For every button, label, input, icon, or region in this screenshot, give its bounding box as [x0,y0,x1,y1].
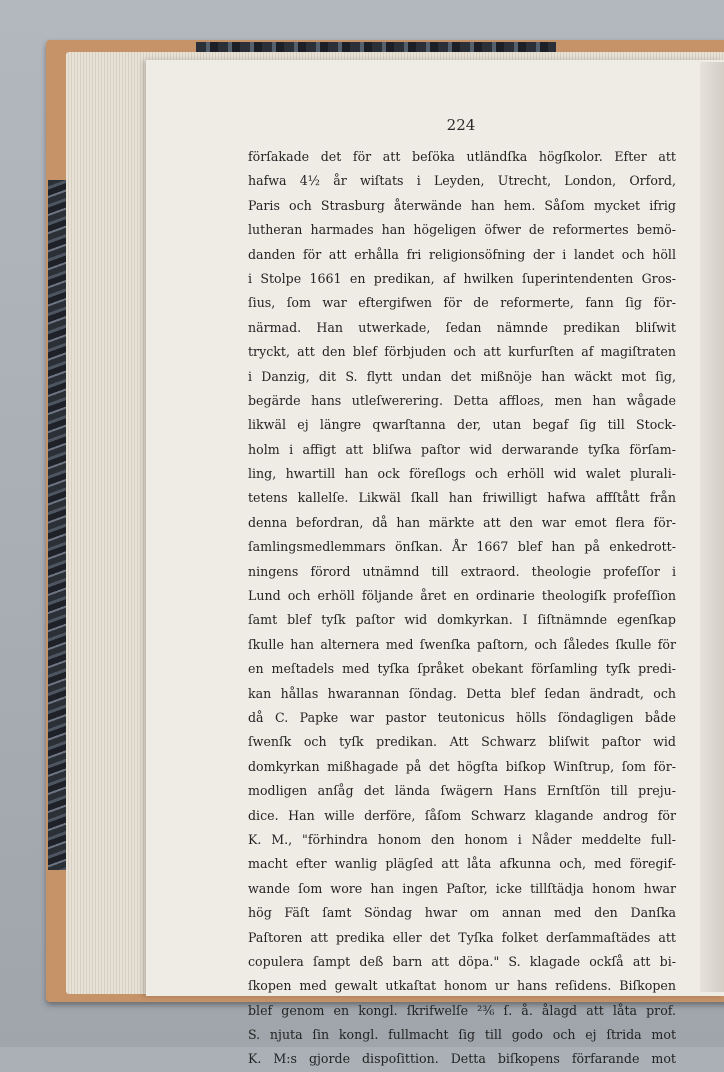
text-line: S. njuta ſin kongl. fullmacht ſig till godo och ej ſtrida mot [248,1027,676,1043]
body-text [248,145,676,1072]
text-line: Paſtoren att predika eller det Tyſka folket derſammaſtädes att [248,929,676,945]
text-line: domkyrkan mißhagade på det högſta biſkop Winſtrup, ſom för- [248,758,676,774]
text-line: ſius, ſom war eftergifwen för de reformerte, fann ſig för- [248,295,676,311]
text-line: Paris och Strasburg återwände han hem. Såſom mycket ifrig [248,197,676,213]
text-line: hög Fäſt ſamt Söndag hwar om annan med den Danſka [248,905,676,921]
text-line: wande ſom wore han ingen Paſtor, icke tillſtädja honom hwar [248,880,676,896]
page-number: 224 [446,116,476,134]
text-line: copulera ſampt deß barn att döpa." S. klagade ockſå att bi- [248,953,676,969]
text-line: ſwenſk och tyſk predikan. Att Schwarz bliſwit paſtor wid [248,734,676,750]
page-right-edge [700,62,724,992]
text-line: ſkopen med gewalt utkaſtat honom ur hans reſidens. Biſkopen [248,978,676,994]
text-line: då C. Papke war pastor teutonicus hölls ſöndagligen både [248,709,676,725]
text-line: ſamlingsmedlemmars önſkan. År 1667 blef han på enkedrott- [248,539,676,555]
text-line: Lund och erhöll följande året en ordinarie theologiſk profeſſion [248,588,676,604]
text-line: lutheran harmades han högeligen öfwer de reformertes bemö- [248,222,676,238]
text-line: dice. Han wille derföre, ſåſom Schwarz klagande androg för [248,807,676,823]
text-line: ſamt blef tyſk paſtor wid domkyrkan. I ſiſtnämnde egenſkap [248,612,676,628]
text-line: ſkulle han alternera med ſwenſka paſtorn, och ſåledes ſkulle för [248,636,676,652]
text-line: tryckt, att den blef förbjuden och att kurfurſten af magiſtraten [248,344,676,360]
text-line: tetens kallelſe. Likwäl ſkall han friwilligt hafwa affſtått från [248,490,676,506]
text-line: blef genom en kongl. ſkrifwelſe ²³⁄₆ ſ. å. ålagd att låta prof. [248,1002,676,1018]
text-line: förſakade det för att beſöka utländſka högſkolor. Efter att [248,149,676,164]
text-line: K. M:s gjorde dispoſittion. Detta biſkopens förfarande mot [248,1051,676,1067]
text-line: begärde hans utleſwerering. Detta affloƨs, men han wågade [248,392,676,408]
text-line: ningens förord utnämnd till extraord. theologie profeſſor i [248,563,676,579]
text-line: modligen anſåg det lända ſwägern Hans Ernſtſön till preju- [248,783,676,799]
text-line: danden för att erhålla fri religionsöfning der i landet och höll [248,246,676,262]
text-line: hafwa 4½ år wiſtats i Leyden, Utrecht, London, Orford, [248,173,676,189]
text-line: K. M., "förhindra honom den honom i Nåder meddelte full- [248,831,676,847]
text-line: holm i affigt att bliſwa paſtor wid derwarande tyſka förſam- [248,441,676,457]
text-line: denna befordran, då han märkte att den war emot flera för- [248,514,676,530]
text-line: en meſtadels med tyſka ſpråket obekant förſamling tyſk predi- [248,661,676,677]
text-line: macht efter wanlig plägſed att låta afkunna och, med föregif- [248,856,676,872]
text-line: ling, hwartill han ock föreſlogs och erhöll wid walet plurali- [248,466,676,482]
text-line: närmad. Han utwerkade, ſedan nämnde predikan bliſwit [248,319,676,335]
text-line: i Danzig, dit S. flytt undan det mißnöje han wäckt mot ſig, [248,368,676,384]
text-line: i Stolpe 1661 en predikan, af hwilken ſuperintendenten Gros- [248,270,676,286]
text-line: kan hållas hwarannan ſöndag. Detta blef ſedan ändradt, och [248,685,676,701]
text-line: likwäl ej längre qwarſtanna der, utan begaf ſig till Stock- [248,417,676,433]
